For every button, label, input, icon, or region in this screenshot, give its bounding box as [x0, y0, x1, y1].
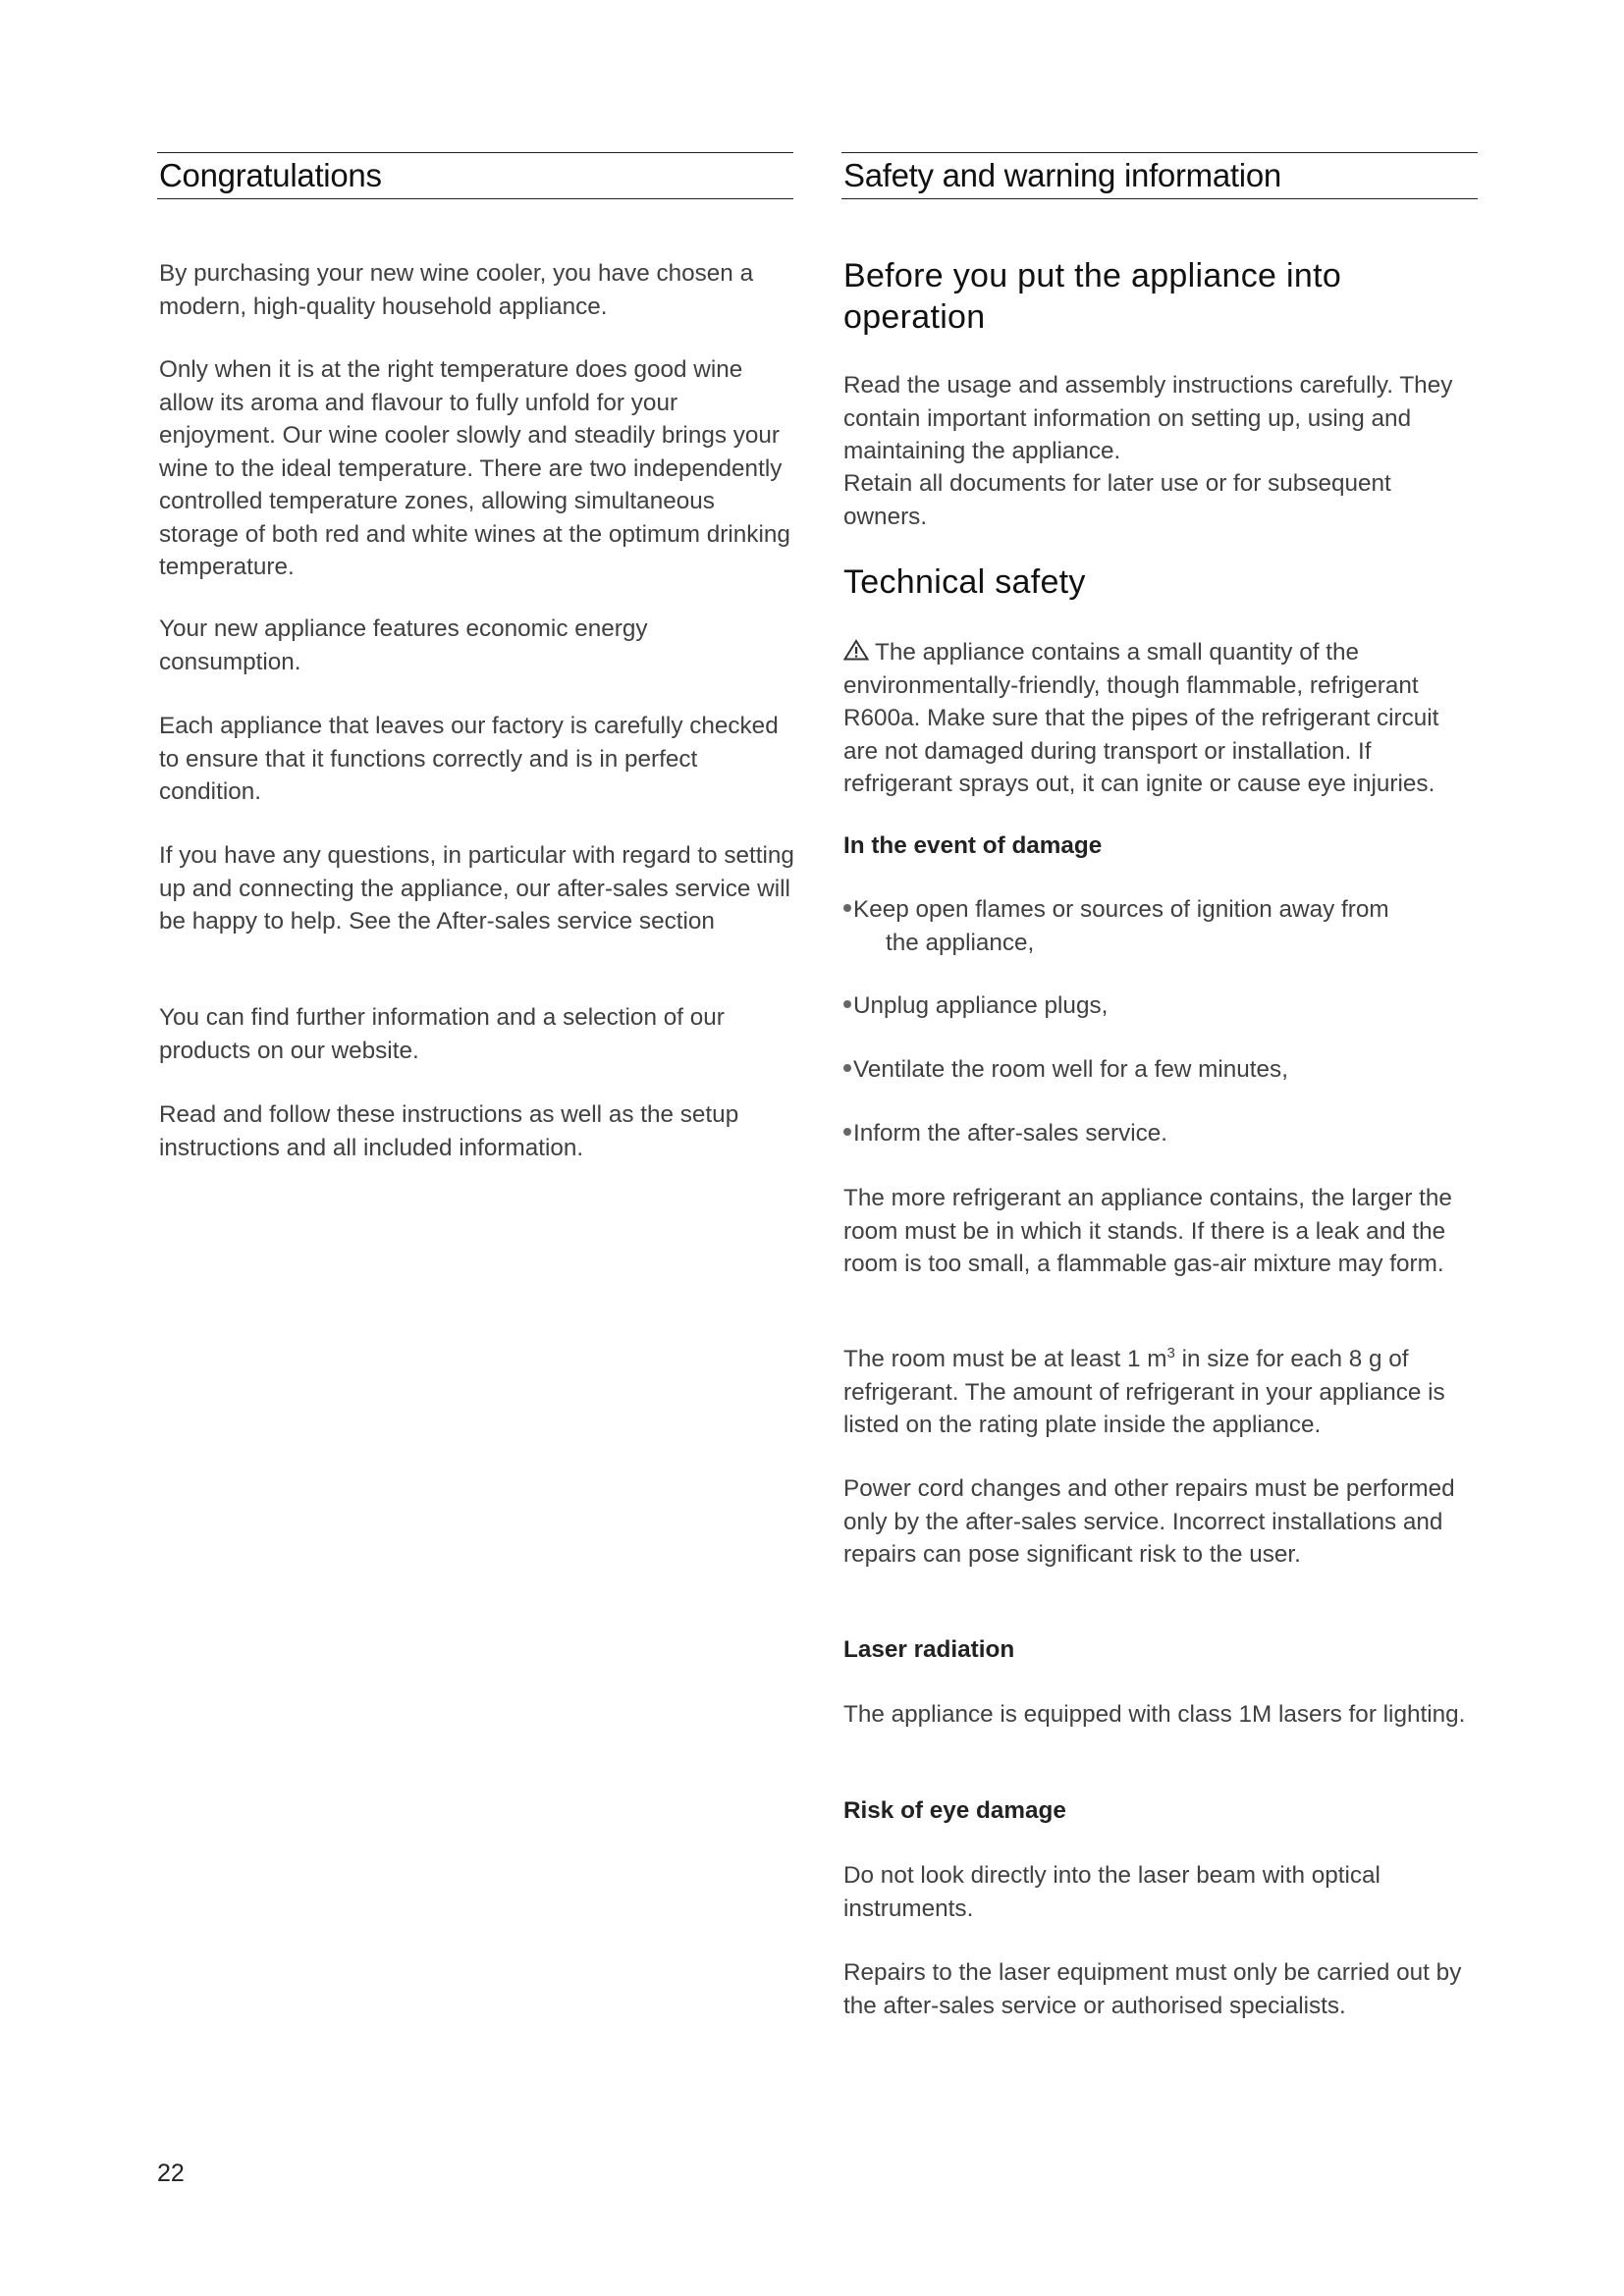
laser-repairs-paragraph: Repairs to the laser equipment must only be carried out by the after-sales service or authorised specialists. — [843, 1959, 1462, 2019]
before-operation-text: Read the usage and assembly instructions carefully. They contain important information on setting up, using and maintaining the appliance. — [843, 372, 1453, 464]
refrigerant-paragraph: The more refrigerant an appliance contains, the larger the room must be in which it stands. If there is a leak and the room is too small, a flammable gas-air mixture may form. — [843, 1185, 1452, 1277]
bullet-icon — [843, 1128, 851, 1136]
bullet-icon — [843, 1064, 851, 1072]
list-item: Inform the after-sales service. — [843, 1117, 1480, 1150]
safety-title: Safety and warning information — [843, 157, 1281, 193]
list-item: Unplug appliance plugs, — [843, 989, 1480, 1023]
bullet-icon — [843, 904, 851, 912]
eye-damage-heading: Risk of eye damage — [843, 1797, 1066, 1824]
technical-safety-body: The appliance contains a small quantity of the environmentally-friendly, though flammable, refrigerant R600a. Make sure that the pipes of the refrigerant circuit are not damaged during transport or installation. If refrigerant sprays out, it can ignite or cause eye injuries. — [843, 639, 1439, 797]
temperature-paragraph: Only when it is at the right temperature does good wine allow its aroma and flavour to fully unfold for your enjoyment. Our wine cooler slowly and steadily brings your wine to the ideal temperature. There are two independently controlled temperature zones, allowing simultaneous storage of both red and white wines at the optimum drinking temperature. — [159, 356, 790, 580]
eye-damage-paragraph: Do not look directly into the laser beam with optical instruments. — [843, 1862, 1380, 1922]
before-operation-heading: Before you put the appliance into operation — [843, 257, 1342, 336]
technical-safety-heading: Technical safety — [843, 563, 1086, 601]
page-number: 22 — [157, 2160, 185, 2187]
laser-heading: Laser radiation — [843, 1636, 1015, 1663]
laser-paragraph: The appliance is equipped with class 1M lasers for lighting. — [843, 1701, 1466, 1728]
room-size-paragraph: The room must be at least 1 $m^3$ in size for each 8 g of refrigerant. The amount of refrigerant in your appliance is listed on the rating plate inside the appliance. — [843, 1344, 1445, 1438]
bullet-icon — [843, 1000, 851, 1008]
instructions-paragraph: Read and follow these instructions as well as the setup instructions and all included information. — [159, 1101, 739, 1161]
list-item: Keep open flames or sources of ignition away from the appliance, — [843, 893, 1480, 959]
power-cord-paragraph: Power cord changes and other repairs must be performed only by the after-sales service. Incorrect installations and repairs can pose significant risk to the user. — [843, 1475, 1455, 1568]
retain-documents-text: Retain all documents for later use or for subsequent owners. — [843, 470, 1391, 530]
warning-triangle-icon — [843, 639, 869, 661]
technical-safety-text — [843, 636, 1480, 801]
damage-heading: In the event of damage — [843, 832, 1103, 859]
section-header-congratulations — [157, 152, 793, 199]
section-header-safety — [841, 152, 1478, 199]
quality-paragraph: Each appliance that leaves our factory is carefully checked to ensure that it functions correctly and is in perfect condition. — [159, 713, 779, 805]
intro-paragraph: By purchasing your new wine cooler, you have chosen a modern, high-quality household appliance. — [159, 260, 754, 320]
congratulations-title: Congratulations — [159, 157, 382, 193]
energy-paragraph: Your new appliance features economic energy consumption. — [159, 615, 648, 675]
website-paragraph: You can find further information and a selection of our products on our website. — [159, 1004, 725, 1064]
questions-paragraph: If you have any questions, in particular with regard to setting up and connecting the appliance, our after-sales service will be happy to help. See the After-sales service section — [159, 842, 794, 934]
list-item: Ventilate the room well for a few minutes, — [843, 1053, 1480, 1087]
